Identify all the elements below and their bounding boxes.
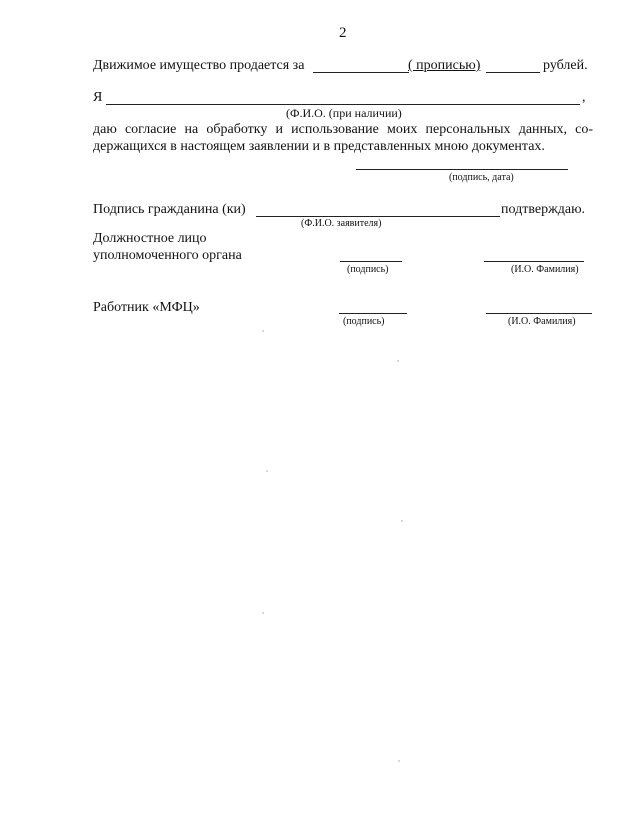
consent-prefix: Я [93,90,103,105]
mfc-signature-caption: (подпись) [343,316,385,327]
page-number: 2 [339,25,347,41]
official-name-caption: (И.О. Фамилия) [511,264,579,275]
mfc-worker-label: Работник «МФЦ» [93,300,200,315]
official-title-line1: Должностное лицо [93,231,207,246]
citizen-fio-blank [256,216,500,217]
official-signature-blank [340,261,402,262]
consent-text [93,121,593,155]
sale-words-label: ( прописью) [408,58,481,73]
consent-fio-caption: (Ф.И.О. (при наличии) [286,106,402,120]
official-name-blank [484,261,584,262]
consent-comma: , [582,90,586,105]
citizen-signature-label: Подпись гражданина (ки) [93,202,246,217]
consent-fio-blank [106,104,580,105]
mfc-name-caption: (И.О. Фамилия) [508,316,576,327]
consent-signature-blank [356,169,568,170]
citizen-confirm: подтверждаю. [501,202,586,217]
official-title-line2: уполномоченного органа [93,248,242,263]
sale-prefix: Движимое имущество продается за [93,58,305,73]
mfc-signature-blank [339,313,407,314]
official-signature-caption: (подпись) [347,264,389,275]
mfc-name-blank [486,313,592,314]
consent-text-line2: держащихся в настоящем заявлении и в представленных мною документах. [93,139,545,154]
consent-signature-caption: (подпись, дата) [449,172,514,183]
consent-text-line1: даю согласие на обработку и использование моих персональных данных, со- [93,122,593,137]
sale-words-blank [486,72,540,73]
citizen-fio-caption: (Ф.И.О. заявителя) [301,218,382,229]
sale-amount-blank [313,72,409,73]
sale-suffix: рублей. [543,58,588,73]
